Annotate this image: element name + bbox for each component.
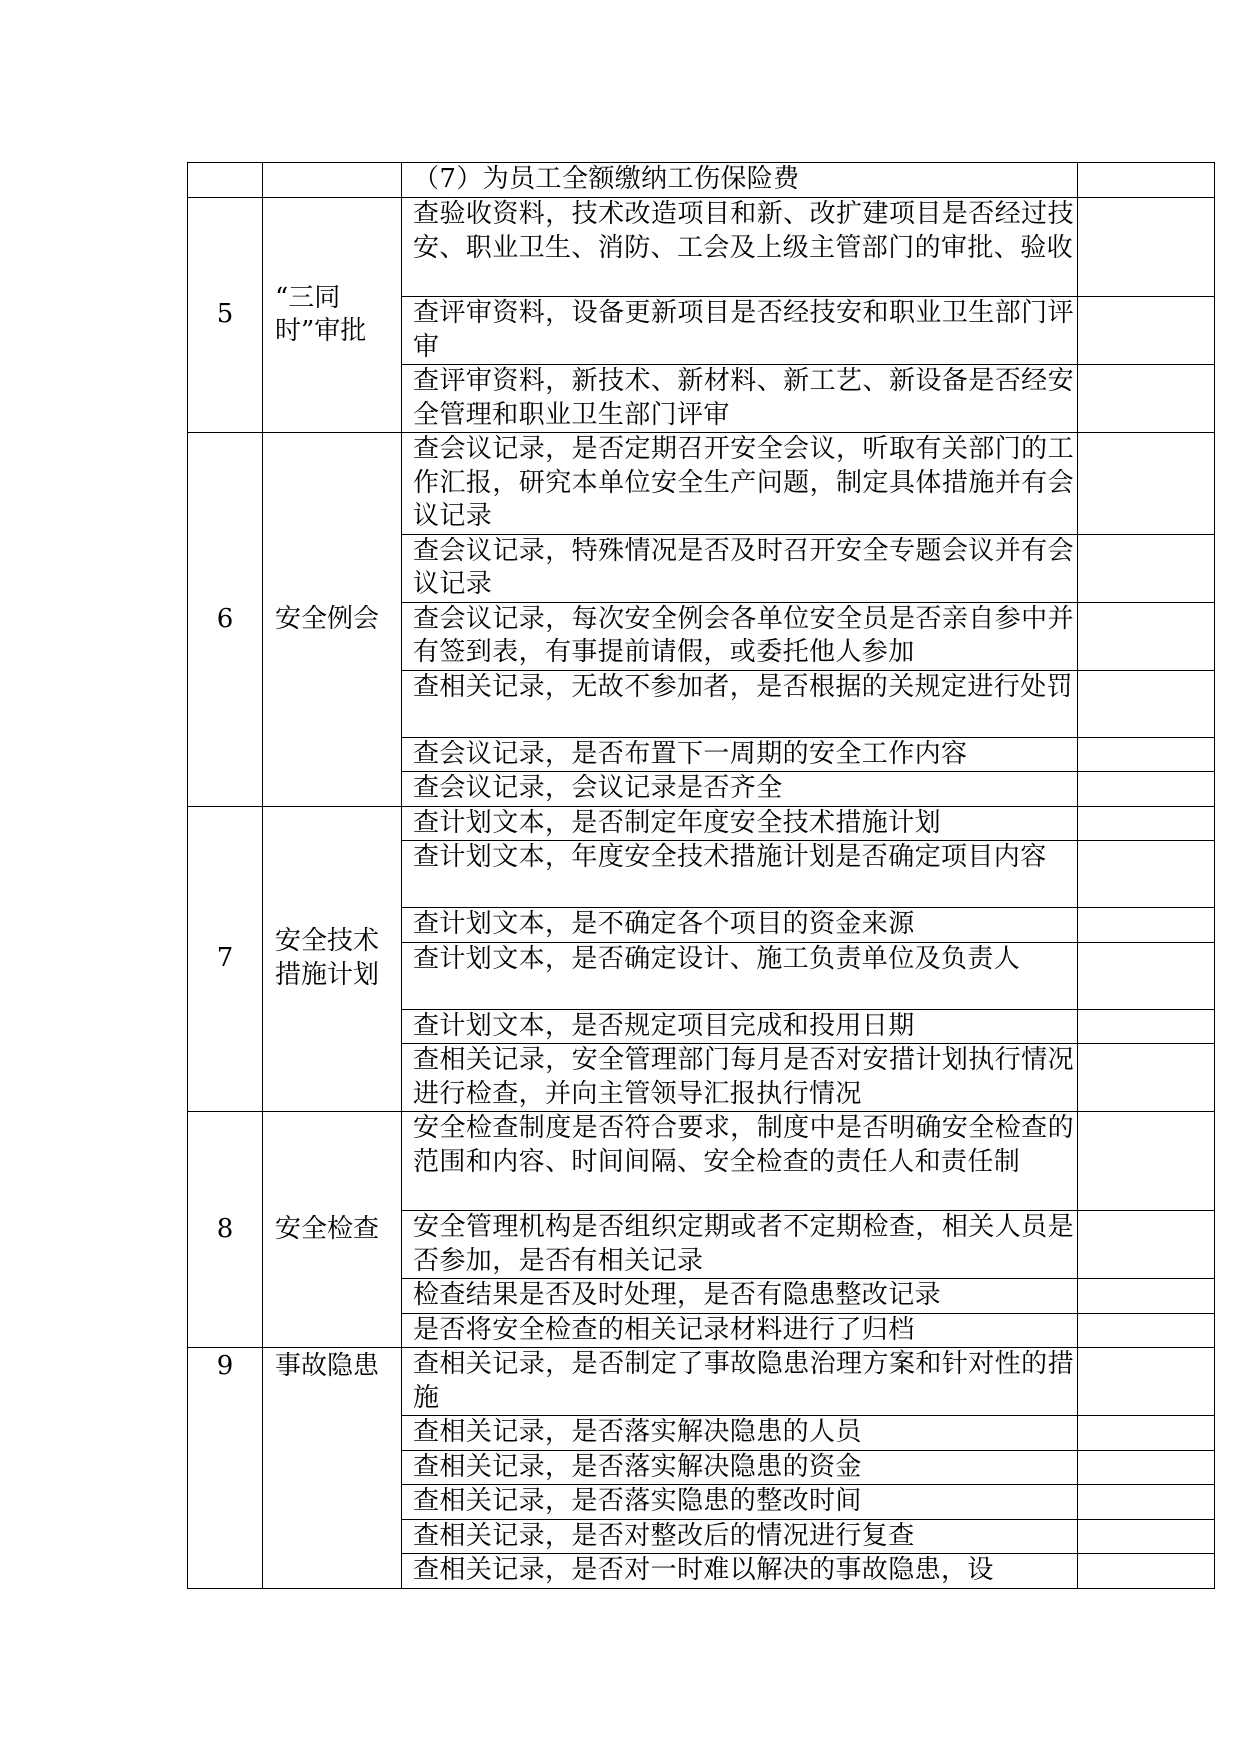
check-item: 查计划文本，是否制定年度安全技术措施计划 (402, 806, 1078, 841)
section-category: 事故隐患 (263, 1348, 402, 1589)
section-number: 6 (188, 433, 263, 807)
result-cell (1078, 1112, 1215, 1211)
result-cell (1078, 1554, 1215, 1589)
check-item: 查相关记录，是否落实解决隐患的资金 (402, 1450, 1078, 1485)
section-category: 安全检查 (263, 1112, 402, 1348)
table-row (188, 1348, 1215, 1416)
result-cell (1078, 942, 1215, 1009)
result-cell (1078, 1279, 1215, 1314)
check-item: 查会议记录，会议记录是否齐全 (402, 772, 1078, 807)
section-number: 8 (188, 1112, 263, 1348)
result-cell (1078, 1450, 1215, 1485)
result-cell (1078, 1044, 1215, 1112)
result-cell (1078, 1485, 1215, 1520)
check-item: 安全检查制度是否符合要求，制度中是否明确安全检查的范围和内容、时间间隔、安全检查的责任人和责任制 (402, 1112, 1078, 1211)
section-number: 7 (188, 806, 263, 1112)
result-cell (1078, 198, 1215, 297)
section-number: 9 (188, 1348, 263, 1589)
result-cell (1078, 602, 1215, 670)
check-item: 查相关记录，安全管理部门每月是否对安措计划执行情况进行检查，并向主管领导汇报执行情况 (402, 1044, 1078, 1112)
check-item: 查计划文本，是否确定设计、施工负责单位及负责人 (402, 942, 1078, 1009)
check-item: 查计划文本，是否规定项目完成和投用日期 (402, 1009, 1078, 1044)
table-row (188, 433, 1215, 535)
check-item: （7）为员工全额缴纳工伤保险费 (402, 163, 1078, 198)
check-item: 查会议记录，每次安全例会各单位安全员是否亲自参中并有签到表，有事提前请假，或委托他人参加 (402, 602, 1078, 670)
result-cell (1078, 1416, 1215, 1451)
check-item: 查计划文本，年度安全技术措施计划是否确定项目内容 (402, 841, 1078, 908)
result-cell (1078, 534, 1215, 602)
check-item: 查相关记录，是否对一时难以解决的事故隐患，设 (402, 1554, 1078, 1589)
check-item: 是否将安全检查的相关记录材料进行了归档 (402, 1313, 1078, 1348)
check-item: 查评审资料，设备更新项目是否经技安和职业卫生部门评审 (402, 297, 1078, 365)
result-cell (1078, 1009, 1215, 1044)
result-cell (1078, 772, 1215, 807)
category-cell (263, 163, 402, 198)
check-item: 查验收资料，技术改造项目和新、改扩建项目是否经过技安、职业卫生、消防、工会及上级主管部门的审批、验收 (402, 198, 1078, 297)
check-item: 查相关记录，是否制定了事故隐患治理方案和针对性的措施 (402, 1348, 1078, 1416)
result-cell (1078, 1348, 1215, 1416)
check-item: 安全管理机构是否组织定期或者不定期检查，相关人员是否参加，是否有相关记录 (402, 1211, 1078, 1279)
result-cell (1078, 908, 1215, 943)
result-cell (1078, 806, 1215, 841)
check-item: 查计划文本，是不确定各个项目的资金来源 (402, 908, 1078, 943)
result-cell (1078, 1313, 1215, 1348)
result-cell (1078, 297, 1215, 365)
section-number: 5 (188, 198, 263, 433)
check-item: 查相关记录，是否落实解决隐患的人员 (402, 1416, 1078, 1451)
table-row (188, 806, 1215, 841)
check-item: 查相关记录，无故不参加者，是否根据的关规定进行处罚 (402, 670, 1078, 737)
section-category: 安全技术措施计划 (263, 806, 402, 1112)
number-cell (188, 163, 263, 198)
result-cell (1078, 670, 1215, 737)
result-cell (1078, 1211, 1215, 1279)
check-item: 查会议记录，是否定期召开安全会议，听取有关部门的工作汇报，研究本单位安全生产问题，制定具体措施并有会议记录 (402, 433, 1078, 535)
result-cell (1078, 1519, 1215, 1554)
check-item: 查评审资料，新技术、新材料、新工艺、新设备是否经安全管理和职业卫生部门评审 (402, 365, 1078, 433)
section-category: “三同时”审批 (263, 198, 402, 433)
result-cell (1078, 841, 1215, 908)
result-cell (1078, 433, 1215, 535)
result-cell (1078, 737, 1215, 772)
check-item: 查相关记录，是否落实隐患的整改时间 (402, 1485, 1078, 1520)
check-item: 查会议记录，特殊情况是否及时召开安全专题会议并有会议记录 (402, 534, 1078, 602)
table-row (188, 163, 1215, 198)
inspection-table (187, 162, 1215, 1589)
check-item: 查相关记录，是否对整改后的情况进行复查 (402, 1519, 1078, 1554)
table-row (188, 1112, 1215, 1211)
section-category: 安全例会 (263, 433, 402, 807)
result-cell (1078, 163, 1215, 198)
result-cell (1078, 365, 1215, 433)
table-row (188, 198, 1215, 297)
check-item: 查会议记录，是否布置下一周期的安全工作内容 (402, 737, 1078, 772)
check-item: 检查结果是否及时处理，是否有隐患整改记录 (402, 1279, 1078, 1314)
